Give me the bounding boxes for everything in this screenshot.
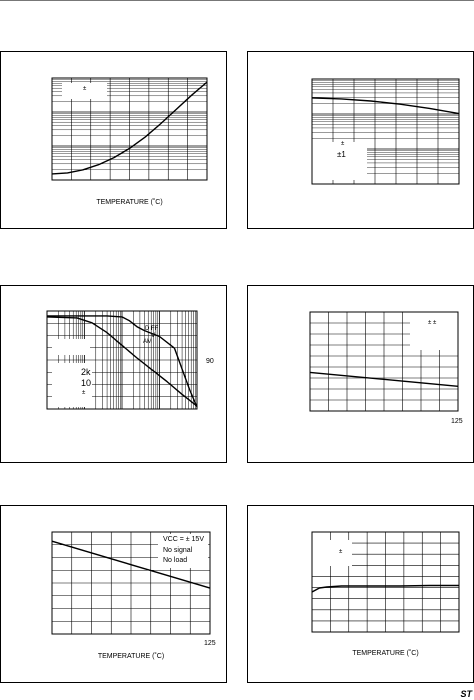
chart-2-plot — [312, 79, 459, 184]
chart-2-series-1-line — [312, 98, 459, 114]
chart-2-legend-box — [312, 142, 367, 180]
chart-3-plot — [47, 311, 197, 409]
chart-4-plot — [310, 312, 458, 411]
chart-4-x-tick-end: 125 — [451, 418, 463, 425]
chart-3-legend-line-3: ± — [82, 390, 86, 396]
chart-5-legend-line-1: VCC = ± 15V — [163, 536, 204, 543]
chart-6-plot — [312, 532, 459, 632]
chart-3-legend-line-2: 10 — [81, 378, 92, 388]
chart-4-legend: ± ± — [428, 320, 437, 326]
chart-2-legend-line-2: ±1 — [337, 150, 346, 159]
chart-6-legend-box — [312, 540, 352, 566]
chart-6-xlabel: TEMPERATURE (˚C) — [352, 650, 419, 657]
chart-5-legend-line-2: No signal — [163, 547, 193, 554]
chart-3-curve-label-2: V — [151, 333, 156, 339]
chart-3-legend-box — [52, 339, 90, 355]
chart-4-legend-box — [410, 312, 458, 350]
st-logo: ST — [460, 689, 472, 699]
chart-1-legend: ± — [83, 86, 87, 92]
chart-5-x-tick-end: 125 — [204, 640, 216, 647]
chart-6-legend: ± — [339, 549, 343, 555]
chart-2-legend-line-1: ± — [341, 141, 345, 147]
chart-3-right-label: 90 — [206, 358, 214, 365]
chart-5-xlabel: TEMPERATURE (˚C) — [97, 653, 165, 660]
top-rule — [0, 0, 474, 1]
chart-1-xlabel: TEMPERATURE (˚C) — [96, 199, 163, 206]
chart-5-legend-line-3: No load — [163, 557, 188, 564]
chart-1-plot — [52, 78, 207, 180]
chart-3-legend-line-1: 2k — [81, 367, 91, 377]
chart-3-curve-label-1: D FF — [145, 326, 159, 332]
chart-3-curve-label-3: AM — [143, 339, 152, 345]
